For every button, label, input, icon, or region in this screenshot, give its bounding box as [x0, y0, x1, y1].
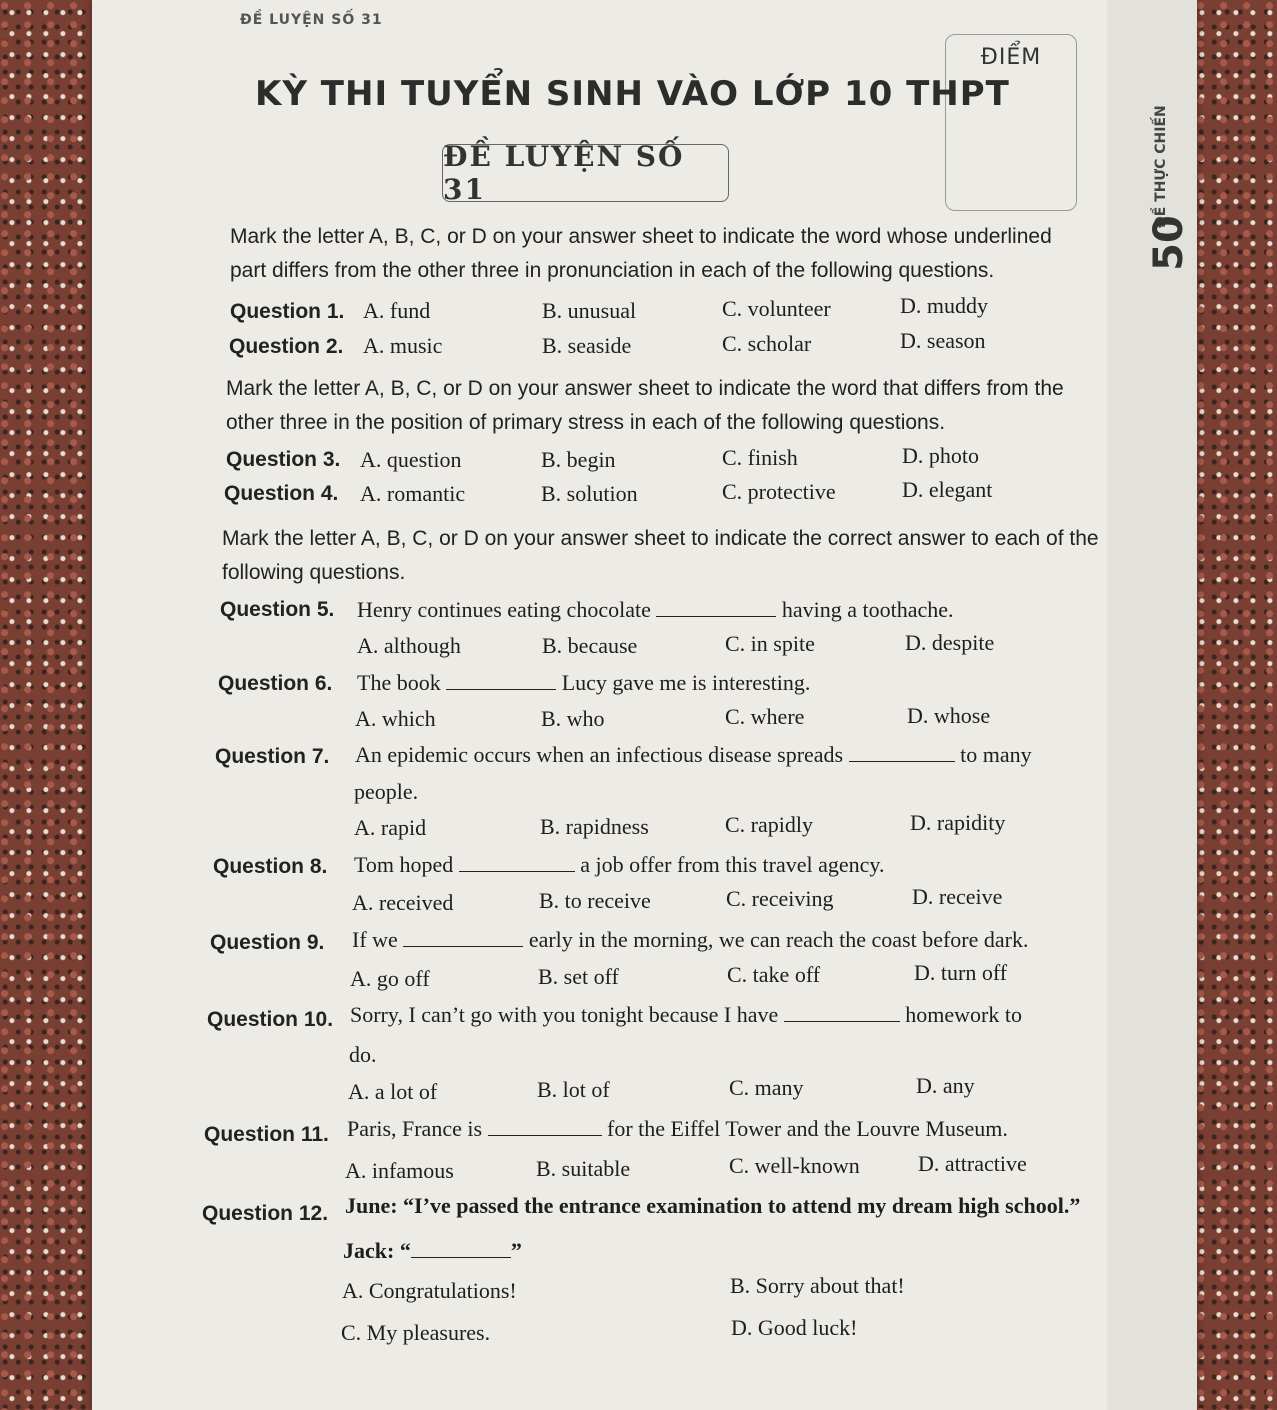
option-c: C. well-known — [729, 1153, 860, 1178]
option-b: B. set off — [538, 964, 619, 989]
stem-part: If we — [352, 927, 398, 952]
stem-part: a job offer from this travel agency. — [580, 852, 885, 877]
option-d: D. attractive — [918, 1151, 1027, 1176]
option-d: D. photo — [902, 443, 979, 468]
stem-continuation: people. — [354, 779, 419, 804]
option-b: B. seaside — [542, 333, 632, 358]
option-d: D. despite — [905, 630, 995, 655]
option-c: C. finish — [722, 445, 798, 470]
option-b: B. unusual — [542, 298, 637, 323]
question-stem — [357, 670, 810, 696]
answer-blank — [403, 928, 523, 947]
option-b: B. because — [542, 633, 638, 658]
answer-blank — [656, 598, 776, 617]
option-b: B. Sorry about that! — [730, 1273, 905, 1298]
subtitle-box — [442, 140, 729, 206]
option-c: C. many — [729, 1075, 804, 1100]
answer-blank — [411, 1239, 511, 1258]
question-label: Question 6. — [218, 672, 333, 695]
question-stem — [347, 1116, 1008, 1142]
question-label: Question 12. — [202, 1202, 329, 1225]
question-stem — [350, 1002, 1022, 1028]
stem-part: Henry continues eating chocolate — [357, 597, 651, 622]
option-a: A. fund — [363, 298, 431, 323]
option-a: A. although — [357, 633, 461, 658]
brand-number: 50 — [1145, 215, 1192, 271]
option-a: A. music — [363, 333, 443, 358]
option-b: B. begin — [541, 447, 616, 472]
option-d: D. elegant — [902, 477, 993, 502]
option-d: D. whose — [907, 703, 991, 728]
reply-line — [343, 1238, 522, 1264]
option-a: A. infamous — [345, 1158, 454, 1183]
stem-part: having a toothache. — [781, 597, 954, 622]
question-label: Question 7. — [215, 745, 330, 768]
answer-blank — [488, 1117, 602, 1136]
option-b: B. suitable — [536, 1156, 631, 1181]
exam-title: KỲ THI TUYỂN SINH VÀO LỚP 10 THPT — [255, 74, 1010, 114]
question-label: Question 1. — [230, 300, 345, 323]
option-a: A. Congratulations! — [342, 1278, 517, 1303]
option-c: C. scholar — [722, 331, 812, 356]
option-c: C. take off — [727, 962, 821, 987]
stem-part: Tom hoped — [354, 852, 454, 877]
score-box — [945, 34, 1077, 211]
option-c: C. rapidly — [725, 812, 813, 837]
option-a: A. romantic — [360, 481, 466, 506]
question-label: Question 5. — [220, 598, 335, 621]
question-label: Question 3. — [226, 448, 341, 471]
stem-part: ” — [510, 1238, 522, 1263]
exam-subtitle: ĐỀ LUYỆN SỐ 31 — [443, 140, 685, 206]
stem-part: An epidemic occurs when an infectious disease spreads — [355, 742, 844, 767]
stem-part: to many — [960, 742, 1032, 767]
question-stem: June: “I’ve passed the entrance examination to attend my dream high school.” — [345, 1193, 1081, 1218]
header-tag: ĐỀ LUYỆN SỐ 31 — [240, 12, 383, 28]
option-d: D. any — [916, 1073, 975, 1098]
answer-blank — [446, 671, 556, 690]
option-d: D. rapidity — [910, 810, 1006, 835]
option-d: D. muddy — [900, 293, 988, 318]
option-a: A. which — [355, 706, 436, 731]
instruction-correct-answer: Mark the letter A, B, C, or D on your answer sheet to indicate the correct answer to each of the following questions. — [222, 527, 1099, 584]
stem-part: homework to — [905, 1002, 1022, 1027]
option-a: A. question — [360, 447, 462, 472]
stem-continuation: do. — [349, 1042, 377, 1067]
option-c: C. in spite — [725, 631, 815, 656]
option-c: C. receiving — [726, 886, 834, 911]
answer-blank — [459, 853, 575, 872]
question-label: Question 11. — [204, 1123, 329, 1146]
option-d: D. turn off — [914, 960, 1008, 985]
option-b: B. who — [541, 706, 605, 731]
question-stem — [354, 852, 885, 878]
stem-part: Sorry, I can’t go with you tonight because I have — [350, 1002, 779, 1027]
question-label: Question 4. — [224, 482, 339, 505]
question-stem — [352, 927, 1028, 953]
option-a: A. received — [352, 890, 454, 915]
question-label: Question 9. — [210, 931, 325, 954]
question-stem — [357, 597, 954, 623]
option-a: A. a lot of — [348, 1079, 438, 1104]
option-b: B. rapidness — [540, 814, 649, 839]
brand-logo — [1131, 40, 1191, 270]
stem-part: The book — [357, 670, 441, 695]
stem-part: Jack: “ — [343, 1238, 411, 1263]
answer-blank — [849, 743, 955, 762]
option-b: B. solution — [541, 481, 638, 506]
question-label: Question 8. — [213, 855, 328, 878]
option-d: D. Good luck! — [731, 1315, 858, 1340]
question-stem — [355, 742, 1032, 768]
option-c: C. volunteer — [722, 296, 831, 321]
instruction-stress: Mark the letter A, B, C, or D on your answer sheet to indicate the word that differs from the other three in the position of primary stress in each of the following questions. — [226, 377, 1064, 434]
option-d: D. season — [900, 328, 986, 353]
option-c: C. where — [725, 704, 805, 729]
stem-part: Paris, France is — [347, 1116, 483, 1141]
option-a: A. go off — [350, 966, 430, 991]
option-b: B. lot of — [537, 1077, 610, 1102]
question-label: Question 2. — [229, 335, 344, 358]
option-d: D. receive — [912, 884, 1003, 909]
stem-part: early in the morning, we can reach the coast before dark. — [528, 927, 1029, 952]
stem-part: for the Eiffel Tower and the Louvre Museum. — [607, 1116, 1008, 1141]
stem-part: Lucy gave me is interesting. — [561, 670, 811, 695]
option-c: C. My pleasures. — [341, 1320, 491, 1345]
option-b: B. to receive — [539, 888, 651, 913]
option-c: C. protective — [722, 479, 836, 504]
option-a: A. rapid — [354, 815, 427, 840]
answer-blank — [784, 1003, 900, 1022]
score-label: ĐIỂM — [980, 45, 1042, 70]
instruction-pronunciation: Mark the letter A, B, C, or D on your answer sheet to indicate the word whose underlined part differs from the other three in pronunciation in each of the following questions. — [230, 225, 1052, 282]
question-label: Question 10. — [207, 1008, 334, 1031]
side-strip — [1107, 0, 1197, 1410]
brand-text: ĐỀ THỰC CHIẾN — [1153, 105, 1169, 228]
